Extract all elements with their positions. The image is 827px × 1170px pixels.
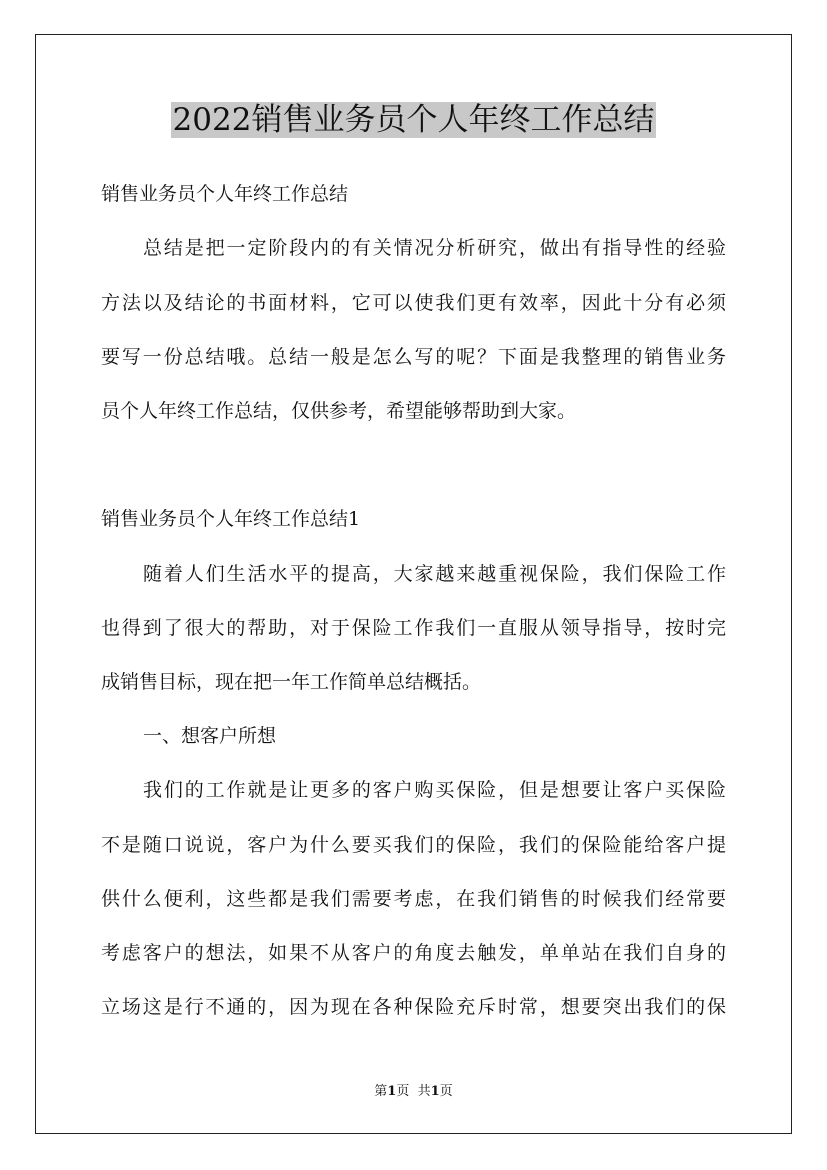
- para1-line-3: 成销售目标，现在把一年工作简单总结概括。: [101, 671, 482, 693]
- document-title: [0, 98, 827, 142]
- footer-page-prefix: 第: [374, 1084, 388, 1099]
- footer-page-number: 1: [387, 1084, 397, 1099]
- para2-line-2: 不是随口说说，客户为什么要买我们的保险，我们的保险能给客户提: [101, 834, 726, 856]
- para2-line-4: 考虑客户的想法，如果不从客户的角度去触发，单单站在我们自身的: [101, 942, 726, 964]
- footer-page-suffix: 页: [396, 1084, 410, 1099]
- intro-line-3: 要写一份总结哦。总结一般是怎么写的呢？下面是我整理的销售业务: [101, 346, 726, 368]
- document-title-text: 2022销售业务员个人年终工作总结: [172, 102, 655, 138]
- document-subtitle: 销售业务员个人年终工作总结: [101, 183, 349, 205]
- para2-line-1: 我们的工作就是让更多的客户购买保险，但是想要让客户买保险: [143, 779, 726, 801]
- para1-line-2: 也得到了很大的帮助，对于保险工作我们一直服从领导指导，按时完: [101, 617, 726, 639]
- footer-total-suffix: 页: [439, 1084, 453, 1099]
- footer-total-number: 1: [430, 1084, 440, 1099]
- para2-line-3: 供什么便利，这些都是我们需要考虑，在我们销售的时候我们经常要: [101, 888, 726, 910]
- intro-line-4: 员个人年终工作总结，仅供参考，希望能够帮助到大家。: [101, 400, 577, 422]
- subheading: 一、想客户所想: [143, 725, 277, 747]
- section-heading: 销售业务员个人年终工作总结1: [101, 508, 361, 530]
- intro-line-1: 总结是把一定阶段内的有关情况分析研究，做出有指导性的经验: [143, 237, 726, 259]
- footer-total-prefix: 共: [417, 1084, 431, 1099]
- para2-line-5: 立场这是行不通的，因为现在各种保险充斥时常，想要突出我们的保: [101, 996, 726, 1018]
- intro-line-2: 方法以及结论的书面材料，它可以使我们更有效率，因此十分有必须: [101, 292, 726, 314]
- para1-line-1: 随着人们生活水平的提高，大家越来越重视保险，我们保险工作: [143, 563, 726, 585]
- page-footer: [0, 1083, 827, 1101]
